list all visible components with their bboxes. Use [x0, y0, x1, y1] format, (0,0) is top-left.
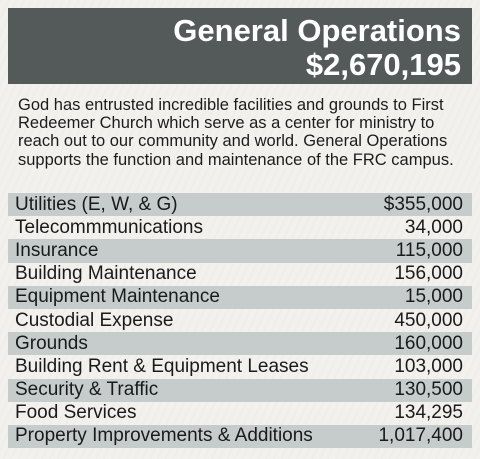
- expense-row: [8, 216, 472, 239]
- expense-row: [8, 286, 472, 309]
- expense-table: [8, 193, 472, 448]
- expense-row: [8, 379, 472, 402]
- intro-paragraph: God has entrusted incredible facilities and grounds to First Redeemer Church which serve as a center for ministry to reach out to our community and world. General Operations supports the function and maintenance of the FRC campus.: [18, 96, 454, 169]
- expense-label: Custodial Expense: [15, 309, 174, 331]
- expense-row: [8, 332, 472, 355]
- expense-row: [8, 193, 472, 216]
- section-total-amount: $2,670,195: [305, 47, 461, 82]
- expense-label: Utilities (E, W, & G): [15, 193, 178, 215]
- expense-label: Equipment Maintenance: [15, 286, 220, 308]
- expense-value: 115,000: [395, 239, 463, 261]
- expense-label: Security & Traffic: [15, 379, 159, 401]
- expense-value: 156,000: [394, 263, 463, 285]
- expense-value: 103,000: [394, 355, 463, 377]
- expense-row: [8, 239, 472, 262]
- expense-value: 450,000: [394, 309, 463, 331]
- expense-row: [8, 309, 472, 332]
- expense-value: 130,500: [394, 379, 463, 401]
- expense-label: Property Improvements & Additions: [15, 425, 313, 447]
- expense-value: 34,000: [404, 216, 463, 238]
- expense-value: 15,000: [404, 286, 463, 308]
- expense-label: Building Rent & Equipment Leases: [15, 355, 309, 377]
- expense-row: [8, 402, 472, 425]
- expense-value: 160,000: [394, 332, 463, 354]
- expense-label: Telecommmunications: [15, 216, 203, 238]
- section-header: [8, 8, 472, 84]
- expense-row: [8, 263, 472, 286]
- section-title: General Operations: [173, 13, 461, 48]
- expense-label: Insurance: [15, 239, 99, 261]
- expense-row: [8, 355, 472, 378]
- expense-value: 134,295: [394, 402, 463, 424]
- expense-value: $355,000: [383, 193, 463, 215]
- expense-value: 1,017,400: [378, 425, 463, 447]
- expense-label: Food Services: [15, 402, 137, 424]
- expense-label: Grounds: [15, 332, 88, 354]
- expense-label: Building Maintenance: [15, 263, 197, 285]
- expense-row: [8, 425, 472, 448]
